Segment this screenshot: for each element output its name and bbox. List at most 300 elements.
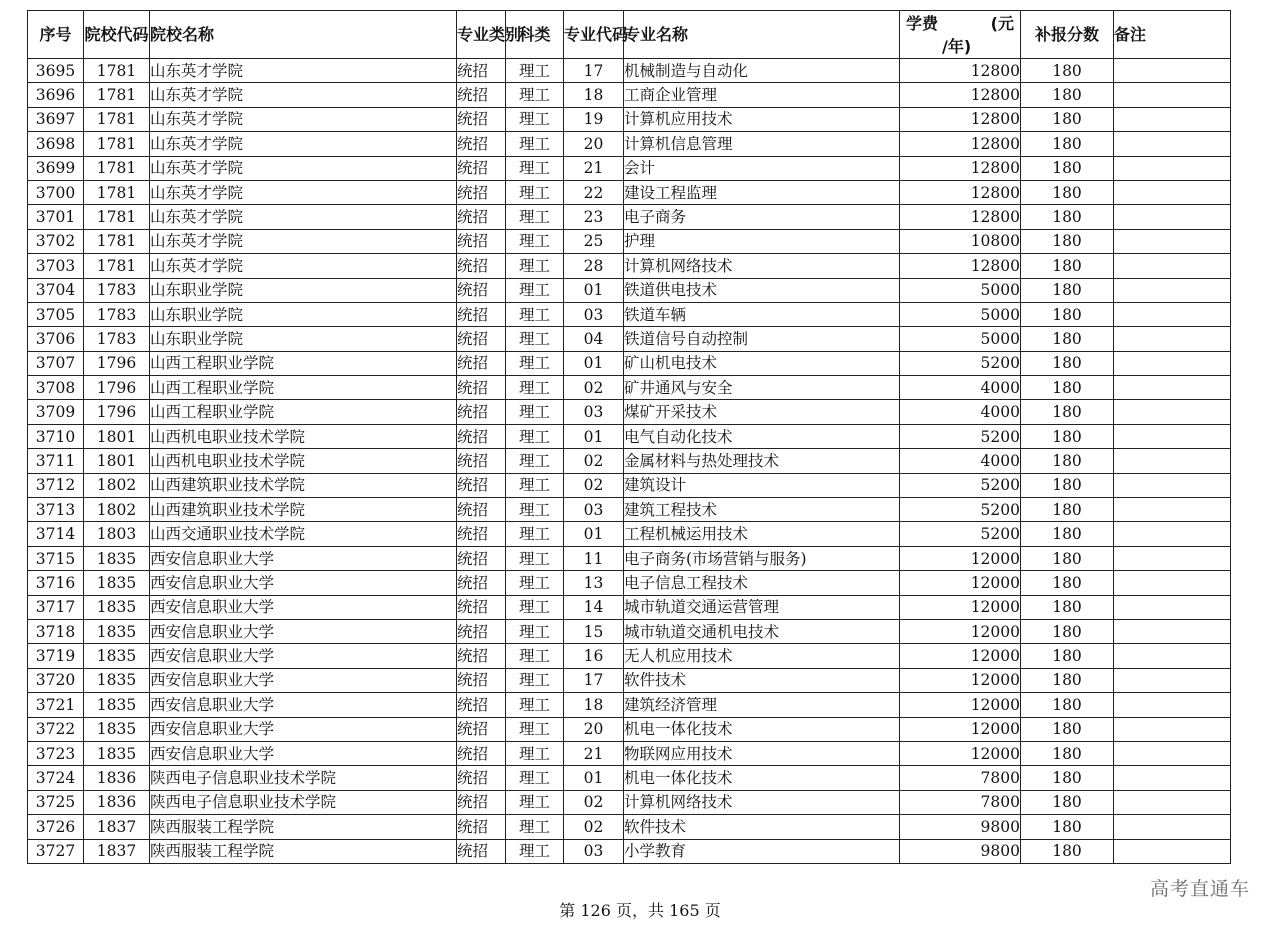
table-row — [28, 229, 1231, 253]
cell-major-type: 统招 — [457, 498, 506, 522]
cell-major-name: 计算机信息管理 — [624, 132, 900, 156]
header-fee-unit-b: /年) — [942, 37, 972, 56]
cell-major-type: 统招 — [457, 449, 506, 473]
cell-seq: 3719 — [28, 644, 84, 668]
cell-fee: 5000 — [900, 327, 1021, 351]
cell-fee: 5200 — [900, 473, 1021, 497]
cell-school-code: 1837 — [84, 839, 150, 863]
cell-major-name: 机电一体化技术 — [624, 717, 900, 741]
cell-major-type: 统招 — [457, 254, 506, 278]
cell-fee: 12000 — [900, 619, 1021, 643]
cell-note — [1114, 668, 1231, 692]
table-row — [28, 107, 1231, 131]
cell-seq: 3701 — [28, 205, 84, 229]
cell-major-name: 矿山机电技术 — [624, 351, 900, 375]
cell-score: 180 — [1021, 424, 1114, 448]
page-footer: 第 126 页，共 165 页 — [559, 901, 721, 920]
cell-note — [1114, 278, 1231, 302]
cell-note — [1114, 815, 1231, 839]
cell-note — [1114, 229, 1231, 253]
cell-school-name: 山西建筑职业技术学院 — [150, 473, 457, 497]
table-row — [28, 790, 1231, 814]
cell-school-name: 山东英才学院 — [150, 205, 457, 229]
cell-note — [1114, 400, 1231, 424]
cell-category: 理工 — [506, 229, 564, 253]
cell-note — [1114, 327, 1231, 351]
cell-note — [1114, 156, 1231, 180]
cell-major-code: 17 — [564, 59, 624, 83]
cell-category: 理工 — [506, 668, 564, 692]
cell-fee: 9800 — [900, 839, 1021, 863]
table-row — [28, 668, 1231, 692]
cell-seq: 3711 — [28, 449, 84, 473]
cell-category: 理工 — [506, 693, 564, 717]
cell-score: 180 — [1021, 449, 1114, 473]
cell-fee: 12000 — [900, 595, 1021, 619]
table-row — [28, 327, 1231, 351]
cell-fee: 12800 — [900, 254, 1021, 278]
cell-fee: 12000 — [900, 693, 1021, 717]
cell-seq: 3695 — [28, 59, 84, 83]
cell-seq: 3720 — [28, 668, 84, 692]
cell-major-type: 统招 — [457, 473, 506, 497]
cell-school-name: 山西工程职业学院 — [150, 376, 457, 400]
cell-school-name: 西安信息职业大学 — [150, 668, 457, 692]
table-row — [28, 595, 1231, 619]
cell-school-code: 1781 — [84, 132, 150, 156]
cell-score: 180 — [1021, 351, 1114, 375]
cell-school-name: 山西建筑职业技术学院 — [150, 498, 457, 522]
cell-note — [1114, 424, 1231, 448]
cell-seq: 3722 — [28, 717, 84, 741]
table-row — [28, 180, 1231, 204]
cell-major-type: 统招 — [457, 766, 506, 790]
cell-school-name: 山东英才学院 — [150, 107, 457, 131]
cell-major-code: 11 — [564, 546, 624, 570]
cell-major-code: 28 — [564, 254, 624, 278]
cell-note — [1114, 59, 1231, 83]
cell-major-type: 统招 — [457, 180, 506, 204]
cell-fee: 4000 — [900, 376, 1021, 400]
cell-major-code: 01 — [564, 278, 624, 302]
cell-score: 180 — [1021, 571, 1114, 595]
cell-major-code: 03 — [564, 839, 624, 863]
cell-major-type: 统招 — [457, 229, 506, 253]
cell-category: 理工 — [506, 571, 564, 595]
cell-major-code: 02 — [564, 376, 624, 400]
cell-major-type: 统招 — [457, 839, 506, 863]
table-row — [28, 693, 1231, 717]
cell-score: 180 — [1021, 107, 1114, 131]
cell-category: 理工 — [506, 278, 564, 302]
cell-score: 180 — [1021, 376, 1114, 400]
cell-major-type: 统招 — [457, 302, 506, 326]
table-row — [28, 132, 1231, 156]
cell-score: 180 — [1021, 741, 1114, 765]
cell-seq: 3715 — [28, 546, 84, 570]
cell-major-code: 15 — [564, 619, 624, 643]
cell-fee: 12000 — [900, 741, 1021, 765]
header-major-code: 专业代码 — [564, 11, 624, 59]
table-row — [28, 205, 1231, 229]
cell-category: 理工 — [506, 254, 564, 278]
cell-score: 180 — [1021, 693, 1114, 717]
cell-seq: 3698 — [28, 132, 84, 156]
cell-major-code: 17 — [564, 668, 624, 692]
cell-major-name: 建筑设计 — [624, 473, 900, 497]
cell-school-name: 山东职业学院 — [150, 327, 457, 351]
cell-note — [1114, 302, 1231, 326]
cell-school-code: 1781 — [84, 83, 150, 107]
cell-category: 理工 — [506, 522, 564, 546]
table-row — [28, 400, 1231, 424]
cell-school-name: 西安信息职业大学 — [150, 619, 457, 643]
cell-score: 180 — [1021, 619, 1114, 643]
cell-major-name: 电气自动化技术 — [624, 424, 900, 448]
cell-note — [1114, 741, 1231, 765]
cell-note — [1114, 546, 1231, 570]
cell-category: 理工 — [506, 473, 564, 497]
cell-major-name: 工程机械运用技术 — [624, 522, 900, 546]
cell-school-name: 西安信息职业大学 — [150, 571, 457, 595]
header-seq: 序号 — [28, 11, 84, 59]
cell-category: 理工 — [506, 766, 564, 790]
cell-major-name: 工商企业管理 — [624, 83, 900, 107]
cell-major-type: 统招 — [457, 644, 506, 668]
cell-major-type: 统招 — [457, 327, 506, 351]
cell-fee: 12000 — [900, 546, 1021, 570]
header-major-type: 专业类别 — [457, 11, 506, 59]
cell-score: 180 — [1021, 522, 1114, 546]
cell-note — [1114, 351, 1231, 375]
cell-major-type: 统招 — [457, 741, 506, 765]
cell-score: 180 — [1021, 790, 1114, 814]
table-header-row — [28, 11, 1231, 59]
cell-major-type: 统招 — [457, 424, 506, 448]
cell-major-name: 电子信息工程技术 — [624, 571, 900, 595]
cell-school-code: 1836 — [84, 766, 150, 790]
cell-major-name: 建设工程监理 — [624, 180, 900, 204]
cell-seq: 3724 — [28, 766, 84, 790]
cell-school-name: 山东英才学院 — [150, 229, 457, 253]
table-row — [28, 498, 1231, 522]
cell-fee: 12800 — [900, 132, 1021, 156]
cell-major-code: 23 — [564, 205, 624, 229]
cell-score: 180 — [1021, 815, 1114, 839]
cell-school-code: 1835 — [84, 741, 150, 765]
header-school-name: 院校名称 — [150, 11, 457, 59]
cell-note — [1114, 693, 1231, 717]
cell-note — [1114, 498, 1231, 522]
cell-seq: 3702 — [28, 229, 84, 253]
cell-school-code: 1802 — [84, 473, 150, 497]
cell-category: 理工 — [506, 156, 564, 180]
cell-major-code: 01 — [564, 424, 624, 448]
cell-major-type: 统招 — [457, 815, 506, 839]
cell-major-code: 18 — [564, 83, 624, 107]
cell-score: 180 — [1021, 302, 1114, 326]
cell-fee: 12000 — [900, 644, 1021, 668]
cell-major-code: 18 — [564, 693, 624, 717]
cell-score: 180 — [1021, 766, 1114, 790]
cell-major-code: 21 — [564, 156, 624, 180]
cell-major-type: 统招 — [457, 693, 506, 717]
cell-seq: 3713 — [28, 498, 84, 522]
cell-major-code: 02 — [564, 473, 624, 497]
cell-major-type: 统招 — [457, 571, 506, 595]
header-score: 补报分数 — [1021, 11, 1114, 59]
cell-major-type: 统招 — [457, 790, 506, 814]
cell-score: 180 — [1021, 180, 1114, 204]
cell-fee: 7800 — [900, 766, 1021, 790]
cell-school-code: 1783 — [84, 302, 150, 326]
cell-school-code: 1781 — [84, 205, 150, 229]
cell-major-type: 统招 — [457, 278, 506, 302]
cell-note — [1114, 376, 1231, 400]
header-school-code: 院校代码 — [84, 11, 150, 59]
cell-fee: 12800 — [900, 156, 1021, 180]
cell-major-name: 铁道供电技术 — [624, 278, 900, 302]
cell-school-code: 1835 — [84, 717, 150, 741]
cell-school-code: 1803 — [84, 522, 150, 546]
cell-major-code: 03 — [564, 400, 624, 424]
cell-school-name: 山西机电职业技术学院 — [150, 424, 457, 448]
cell-major-code: 25 — [564, 229, 624, 253]
cell-major-type: 统招 — [457, 668, 506, 692]
cell-school-name: 西安信息职业大学 — [150, 693, 457, 717]
cell-major-name: 软件技术 — [624, 815, 900, 839]
cell-note — [1114, 132, 1231, 156]
cell-school-name: 山东英才学院 — [150, 156, 457, 180]
cell-major-name: 铁道车辆 — [624, 302, 900, 326]
cell-major-name: 矿井通风与安全 — [624, 376, 900, 400]
cell-school-name: 山西交通职业技术学院 — [150, 522, 457, 546]
cell-school-code: 1835 — [84, 644, 150, 668]
cell-school-name: 陕西服装工程学院 — [150, 839, 457, 863]
cell-seq: 3708 — [28, 376, 84, 400]
cell-school-code: 1781 — [84, 229, 150, 253]
cell-score: 180 — [1021, 595, 1114, 619]
cell-note — [1114, 180, 1231, 204]
cell-seq: 3709 — [28, 400, 84, 424]
cell-school-name: 山西工程职业学院 — [150, 351, 457, 375]
cell-category: 理工 — [506, 83, 564, 107]
cell-major-type: 统招 — [457, 400, 506, 424]
cell-seq: 3723 — [28, 741, 84, 765]
cell-score: 180 — [1021, 668, 1114, 692]
cell-score: 180 — [1021, 839, 1114, 863]
cell-seq: 3696 — [28, 83, 84, 107]
cell-major-code: 21 — [564, 741, 624, 765]
cell-school-name: 山东职业学院 — [150, 278, 457, 302]
cell-school-code: 1835 — [84, 668, 150, 692]
cell-major-name: 护理 — [624, 229, 900, 253]
cell-category: 理工 — [506, 351, 564, 375]
cell-score: 180 — [1021, 254, 1114, 278]
cell-school-name: 山东英才学院 — [150, 59, 457, 83]
cell-seq: 3721 — [28, 693, 84, 717]
table-row — [28, 741, 1231, 765]
cell-school-name: 陕西电子信息职业技术学院 — [150, 766, 457, 790]
cell-seq: 3712 — [28, 473, 84, 497]
table-row — [28, 254, 1231, 278]
header-fee-label: 学费 — [906, 14, 939, 33]
table-row — [28, 815, 1231, 839]
cell-category: 理工 — [506, 449, 564, 473]
cell-school-code: 1801 — [84, 449, 150, 473]
cell-category: 理工 — [506, 595, 564, 619]
cell-score: 180 — [1021, 473, 1114, 497]
cell-major-type: 统招 — [457, 205, 506, 229]
header-note: 备注 — [1114, 11, 1231, 59]
cell-note — [1114, 205, 1231, 229]
cell-major-name: 城市轨道交通运营管理 — [624, 595, 900, 619]
cell-major-name: 建筑工程技术 — [624, 498, 900, 522]
cell-major-type: 统招 — [457, 351, 506, 375]
cell-major-name: 物联网应用技术 — [624, 741, 900, 765]
cell-category: 理工 — [506, 644, 564, 668]
cell-school-code: 1783 — [84, 327, 150, 351]
cell-school-code: 1835 — [84, 595, 150, 619]
cell-school-name: 陕西服装工程学院 — [150, 815, 457, 839]
cell-major-name: 建筑经济管理 — [624, 693, 900, 717]
cell-school-name: 山东英才学院 — [150, 132, 457, 156]
cell-school-name: 山西机电职业技术学院 — [150, 449, 457, 473]
cell-school-code: 1835 — [84, 571, 150, 595]
cell-score: 180 — [1021, 498, 1114, 522]
cell-score: 180 — [1021, 156, 1114, 180]
cell-fee: 12000 — [900, 571, 1021, 595]
watermark-text: 高考直通车 — [1149, 878, 1250, 900]
cell-major-code: 20 — [564, 717, 624, 741]
table-row — [28, 83, 1231, 107]
cell-school-name: 山东职业学院 — [150, 302, 457, 326]
cell-school-name: 西安信息职业大学 — [150, 717, 457, 741]
cell-school-name: 西安信息职业大学 — [150, 595, 457, 619]
cell-score: 180 — [1021, 546, 1114, 570]
header-fee — [900, 11, 1021, 59]
cell-seq: 3706 — [28, 327, 84, 351]
cell-seq: 3705 — [28, 302, 84, 326]
table-row — [28, 571, 1231, 595]
cell-category: 理工 — [506, 498, 564, 522]
cell-category: 理工 — [506, 107, 564, 131]
cell-major-code: 03 — [564, 498, 624, 522]
cell-score: 180 — [1021, 59, 1114, 83]
cell-major-type: 统招 — [457, 132, 506, 156]
cell-major-type: 统招 — [457, 522, 506, 546]
cell-major-name: 计算机网络技术 — [624, 254, 900, 278]
cell-category: 理工 — [506, 619, 564, 643]
cell-major-code: 20 — [564, 132, 624, 156]
cell-school-code: 1796 — [84, 376, 150, 400]
cell-note — [1114, 790, 1231, 814]
cell-major-name: 城市轨道交通机电技术 — [624, 619, 900, 643]
cell-fee: 9800 — [900, 815, 1021, 839]
cell-school-code: 1835 — [84, 693, 150, 717]
table-row — [28, 59, 1231, 83]
cell-fee: 12000 — [900, 668, 1021, 692]
cell-school-name: 山东英才学院 — [150, 83, 457, 107]
cell-fee: 5200 — [900, 424, 1021, 448]
cell-fee: 12800 — [900, 180, 1021, 204]
cell-major-type: 统招 — [457, 59, 506, 83]
cell-fee: 7800 — [900, 790, 1021, 814]
cell-note — [1114, 473, 1231, 497]
cell-note — [1114, 644, 1231, 668]
cell-category: 理工 — [506, 790, 564, 814]
table-row — [28, 839, 1231, 863]
cell-score: 180 — [1021, 229, 1114, 253]
cell-school-code: 1835 — [84, 546, 150, 570]
cell-fee: 5200 — [900, 351, 1021, 375]
cell-category: 理工 — [506, 741, 564, 765]
cell-note — [1114, 619, 1231, 643]
header-major-name: 专业名称 — [624, 11, 900, 59]
cell-seq: 3707 — [28, 351, 84, 375]
cell-major-type: 统招 — [457, 595, 506, 619]
cell-seq: 3717 — [28, 595, 84, 619]
cell-major-name: 金属材料与热处理技术 — [624, 449, 900, 473]
cell-fee: 12800 — [900, 107, 1021, 131]
cell-fee: 5200 — [900, 522, 1021, 546]
table-row — [28, 644, 1231, 668]
cell-seq: 3716 — [28, 571, 84, 595]
cell-category: 理工 — [506, 376, 564, 400]
cell-school-name: 陕西电子信息职业技术学院 — [150, 790, 457, 814]
cell-note — [1114, 595, 1231, 619]
cell-major-code: 13 — [564, 571, 624, 595]
cell-fee: 12800 — [900, 205, 1021, 229]
cell-major-code: 02 — [564, 790, 624, 814]
cell-major-type: 统招 — [457, 619, 506, 643]
cell-major-name: 煤矿开采技术 — [624, 400, 900, 424]
cell-school-code: 1781 — [84, 156, 150, 180]
table-row — [28, 376, 1231, 400]
cell-note — [1114, 107, 1231, 131]
cell-fee: 4000 — [900, 449, 1021, 473]
cell-score: 180 — [1021, 205, 1114, 229]
cell-fee: 5000 — [900, 302, 1021, 326]
cell-seq: 3697 — [28, 107, 84, 131]
cell-school-name: 山东英才学院 — [150, 180, 457, 204]
cell-school-code: 1835 — [84, 619, 150, 643]
cell-major-name: 计算机应用技术 — [624, 107, 900, 131]
cell-major-code: 01 — [564, 351, 624, 375]
cell-score: 180 — [1021, 717, 1114, 741]
cell-note — [1114, 766, 1231, 790]
cell-major-type: 统招 — [457, 717, 506, 741]
table-row — [28, 424, 1231, 448]
table-row — [28, 619, 1231, 643]
cell-note — [1114, 839, 1231, 863]
cell-note — [1114, 254, 1231, 278]
cell-school-code: 1783 — [84, 278, 150, 302]
cell-category: 理工 — [506, 424, 564, 448]
cell-major-name: 会计 — [624, 156, 900, 180]
cell-category: 理工 — [506, 717, 564, 741]
cell-seq: 3727 — [28, 839, 84, 863]
cell-score: 180 — [1021, 132, 1114, 156]
admission-table — [27, 10, 1231, 864]
cell-seq: 3700 — [28, 180, 84, 204]
cell-note — [1114, 522, 1231, 546]
table-row — [28, 473, 1231, 497]
cell-seq: 3718 — [28, 619, 84, 643]
cell-category: 理工 — [506, 327, 564, 351]
cell-fee: 10800 — [900, 229, 1021, 253]
cell-major-name: 无人机应用技术 — [624, 644, 900, 668]
